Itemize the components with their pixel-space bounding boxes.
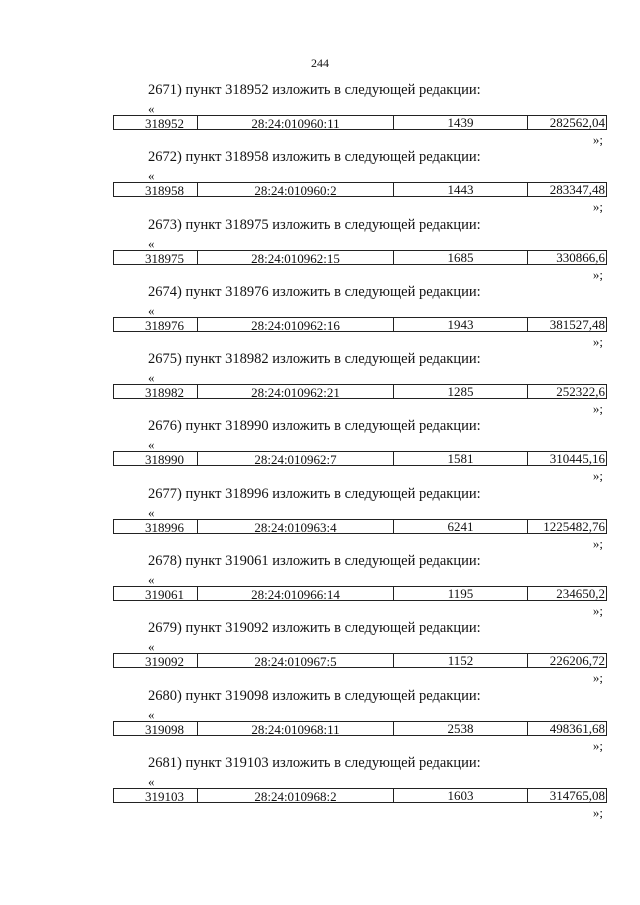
amendment-heading bbox=[148, 351, 481, 368]
amendment-item-ref: 318976 bbox=[225, 283, 269, 300]
cell-price: 252322,6 bbox=[556, 385, 605, 399]
close-quote: »; bbox=[592, 603, 603, 619]
table-row bbox=[113, 451, 607, 466]
cell-area: 1285 bbox=[394, 385, 528, 398]
cell-item-number: 318975 bbox=[114, 251, 198, 264]
cell-area: 1152 bbox=[394, 654, 528, 667]
amendment-index: 2676) bbox=[148, 418, 182, 435]
close-quote: »; bbox=[592, 333, 603, 349]
cell-item-number: 319098 bbox=[114, 722, 198, 735]
amendment-heading bbox=[148, 418, 481, 435]
cell-item-number: 319092 bbox=[114, 654, 198, 667]
amendment-item-ref: 318975 bbox=[225, 216, 269, 233]
cell-price: 310445,16 bbox=[549, 452, 605, 466]
amendment-item-ref: 319098 bbox=[225, 687, 269, 704]
open-quote: « bbox=[148, 235, 155, 251]
cell-item-number: 318990 bbox=[114, 452, 198, 465]
open-quote: « bbox=[148, 706, 155, 722]
table-row bbox=[113, 653, 607, 668]
open-quote: « bbox=[148, 773, 155, 789]
cell-cadastral-number: 28:24:010966:14 bbox=[198, 587, 394, 600]
amendment-entry bbox=[0, 620, 640, 687]
cell-area: 1195 bbox=[394, 587, 528, 600]
amendment-heading bbox=[148, 217, 481, 234]
table-row bbox=[113, 721, 607, 736]
cell-cadastral-number: 28:24:010962:21 bbox=[198, 385, 394, 398]
open-quote: « bbox=[148, 168, 155, 184]
table-row bbox=[113, 182, 607, 197]
cell-cadastral-number: 28:24:010968:11 bbox=[198, 722, 394, 735]
amendment-verb: изложить в следующей редакции: bbox=[272, 351, 481, 368]
amendment-verb: изложить в следующей редакции: bbox=[272, 418, 481, 435]
amendment-index: 2681) bbox=[148, 754, 182, 771]
amendment-item-ref: 319061 bbox=[225, 553, 269, 570]
amendment-entry bbox=[0, 688, 640, 755]
cell-item-number: 319061 bbox=[114, 587, 198, 600]
table-row bbox=[113, 384, 607, 399]
amendment-index: 2679) bbox=[148, 620, 182, 637]
open-quote: « bbox=[148, 302, 155, 318]
amendment-item-ref: 319103 bbox=[225, 754, 269, 771]
close-quote: »; bbox=[592, 266, 603, 282]
amendment-heading bbox=[148, 486, 481, 503]
amendment-entry bbox=[0, 217, 640, 284]
amendment-index: 2675) bbox=[148, 351, 182, 368]
amendment-heading bbox=[148, 755, 481, 772]
cell-price: 226206,72 bbox=[549, 654, 605, 668]
amendment-heading bbox=[148, 553, 481, 570]
cell-area: 6241 bbox=[394, 520, 528, 533]
amendment-index: 2674) bbox=[148, 283, 182, 300]
close-quote: »; bbox=[592, 199, 603, 215]
cell-price: 234650,2 bbox=[556, 587, 605, 601]
cell-cadastral-number: 28:24:010967:5 bbox=[198, 654, 394, 667]
cell-item-number: 318952 bbox=[114, 116, 198, 129]
cell-area: 1581 bbox=[394, 452, 528, 465]
table-row bbox=[113, 519, 607, 534]
amendment-item-ref: 318952 bbox=[225, 82, 269, 98]
amendment-index: 2672) bbox=[148, 149, 182, 166]
cell-cadastral-number: 28:24:010962:7 bbox=[198, 452, 394, 465]
cell-price: 282562,04 bbox=[549, 116, 605, 129]
close-quote: »; bbox=[592, 401, 603, 417]
amendment-word: пункт bbox=[185, 149, 222, 166]
amendment-list bbox=[0, 82, 640, 822]
amendment-heading bbox=[148, 82, 481, 99]
amendment-index: 2677) bbox=[148, 485, 182, 502]
open-quote: « bbox=[148, 437, 155, 453]
amendment-word: пункт bbox=[185, 351, 222, 368]
close-quote: »; bbox=[592, 132, 603, 147]
cell-area: 2538 bbox=[394, 722, 528, 735]
cell-cadastral-number: 28:24:010960:11 bbox=[198, 116, 394, 129]
close-quote: »; bbox=[592, 804, 603, 820]
amendment-index: 2678) bbox=[148, 553, 182, 570]
cell-area: 1439 bbox=[394, 116, 528, 129]
open-quote: « bbox=[148, 504, 155, 520]
table-row bbox=[113, 317, 607, 332]
amendment-verb: изложить в следующей редакции: bbox=[272, 620, 481, 637]
amendment-verb: изложить в следующей редакции: bbox=[272, 485, 481, 502]
cell-cadastral-number: 28:24:010963:4 bbox=[198, 520, 394, 533]
page-number: 244 bbox=[311, 56, 329, 70]
amendment-word: пункт bbox=[185, 754, 222, 771]
amendment-item-ref: 319092 bbox=[225, 620, 269, 637]
table-row bbox=[113, 250, 607, 265]
amendment-item-ref: 318996 bbox=[225, 485, 269, 502]
cell-cadastral-number: 28:24:010962:16 bbox=[198, 318, 394, 331]
table-row bbox=[113, 586, 607, 601]
cell-cadastral-number: 28:24:010960:2 bbox=[198, 183, 394, 196]
amendment-entry bbox=[0, 553, 640, 620]
amendment-verb: изложить в следующей редакции: bbox=[272, 149, 481, 166]
amendment-item-ref: 318982 bbox=[225, 351, 269, 368]
amendment-word: пункт bbox=[185, 687, 222, 704]
close-quote: »; bbox=[592, 468, 603, 484]
amendment-verb: изложить в следующей редакции: bbox=[272, 82, 481, 98]
cell-price: 381527,48 bbox=[549, 317, 605, 331]
amendment-entry bbox=[0, 486, 640, 553]
amendment-index: 2673) bbox=[148, 216, 182, 233]
amendment-verb: изложить в следующей редакции: bbox=[272, 216, 481, 233]
amendment-entry bbox=[0, 755, 640, 822]
amendment-word: пункт bbox=[185, 418, 222, 435]
cell-item-number: 318976 bbox=[114, 318, 198, 331]
amendment-word: пункт bbox=[185, 553, 222, 570]
amendment-verb: изложить в следующей редакции: bbox=[272, 687, 481, 704]
cell-item-number: 318958 bbox=[114, 183, 198, 196]
amendment-entry bbox=[0, 351, 640, 418]
cell-cadastral-number: 28:24:010968:2 bbox=[198, 789, 394, 802]
close-quote: »; bbox=[592, 737, 603, 753]
amendment-entry bbox=[0, 418, 640, 485]
cell-price: 330866,6 bbox=[556, 250, 605, 264]
amendment-word: пункт bbox=[185, 82, 222, 98]
amendment-entry bbox=[0, 284, 640, 351]
amendment-word: пункт bbox=[185, 216, 222, 233]
amendment-item-ref: 318958 bbox=[225, 149, 269, 166]
amendment-word: пункт bbox=[185, 283, 222, 300]
cell-area: 1685 bbox=[394, 251, 528, 264]
amendment-heading bbox=[148, 284, 481, 301]
amendment-verb: изложить в следующей редакции: bbox=[272, 283, 481, 300]
cell-price: 314765,08 bbox=[549, 788, 605, 802]
amendment-heading bbox=[148, 620, 481, 637]
amendment-word: пункт bbox=[185, 485, 222, 502]
amendment-heading bbox=[148, 688, 481, 705]
close-quote: »; bbox=[592, 670, 603, 686]
table-row bbox=[113, 788, 607, 803]
open-quote: « bbox=[148, 101, 155, 116]
amendment-word: пункт bbox=[185, 620, 222, 637]
open-quote: « bbox=[148, 370, 155, 386]
amendment-heading bbox=[148, 149, 481, 166]
cell-item-number: 318996 bbox=[114, 520, 198, 533]
cell-price: 498361,68 bbox=[549, 721, 605, 735]
cell-cadastral-number: 28:24:010962:15 bbox=[198, 251, 394, 264]
cell-price: 283347,48 bbox=[549, 183, 605, 197]
amendment-item-ref: 318990 bbox=[225, 418, 269, 435]
table-row bbox=[113, 115, 607, 130]
amendment-index: 2671) bbox=[148, 82, 182, 98]
amendment-verb: изложить в следующей редакции: bbox=[272, 754, 481, 771]
open-quote: « bbox=[148, 639, 155, 655]
amendment-verb: изложить в следующей редакции: bbox=[272, 553, 481, 570]
cell-area: 1443 bbox=[394, 183, 528, 196]
cell-item-number: 318982 bbox=[114, 385, 198, 398]
amendment-index: 2680) bbox=[148, 687, 182, 704]
amendment-entry bbox=[0, 149, 640, 216]
cell-item-number: 319103 bbox=[114, 789, 198, 802]
open-quote: « bbox=[148, 572, 155, 588]
amendment-entry bbox=[0, 82, 640, 149]
cell-price: 1225482,76 bbox=[543, 519, 605, 533]
cell-area: 1603 bbox=[394, 789, 528, 802]
cell-area: 1943 bbox=[394, 318, 528, 331]
close-quote: »; bbox=[592, 535, 603, 551]
